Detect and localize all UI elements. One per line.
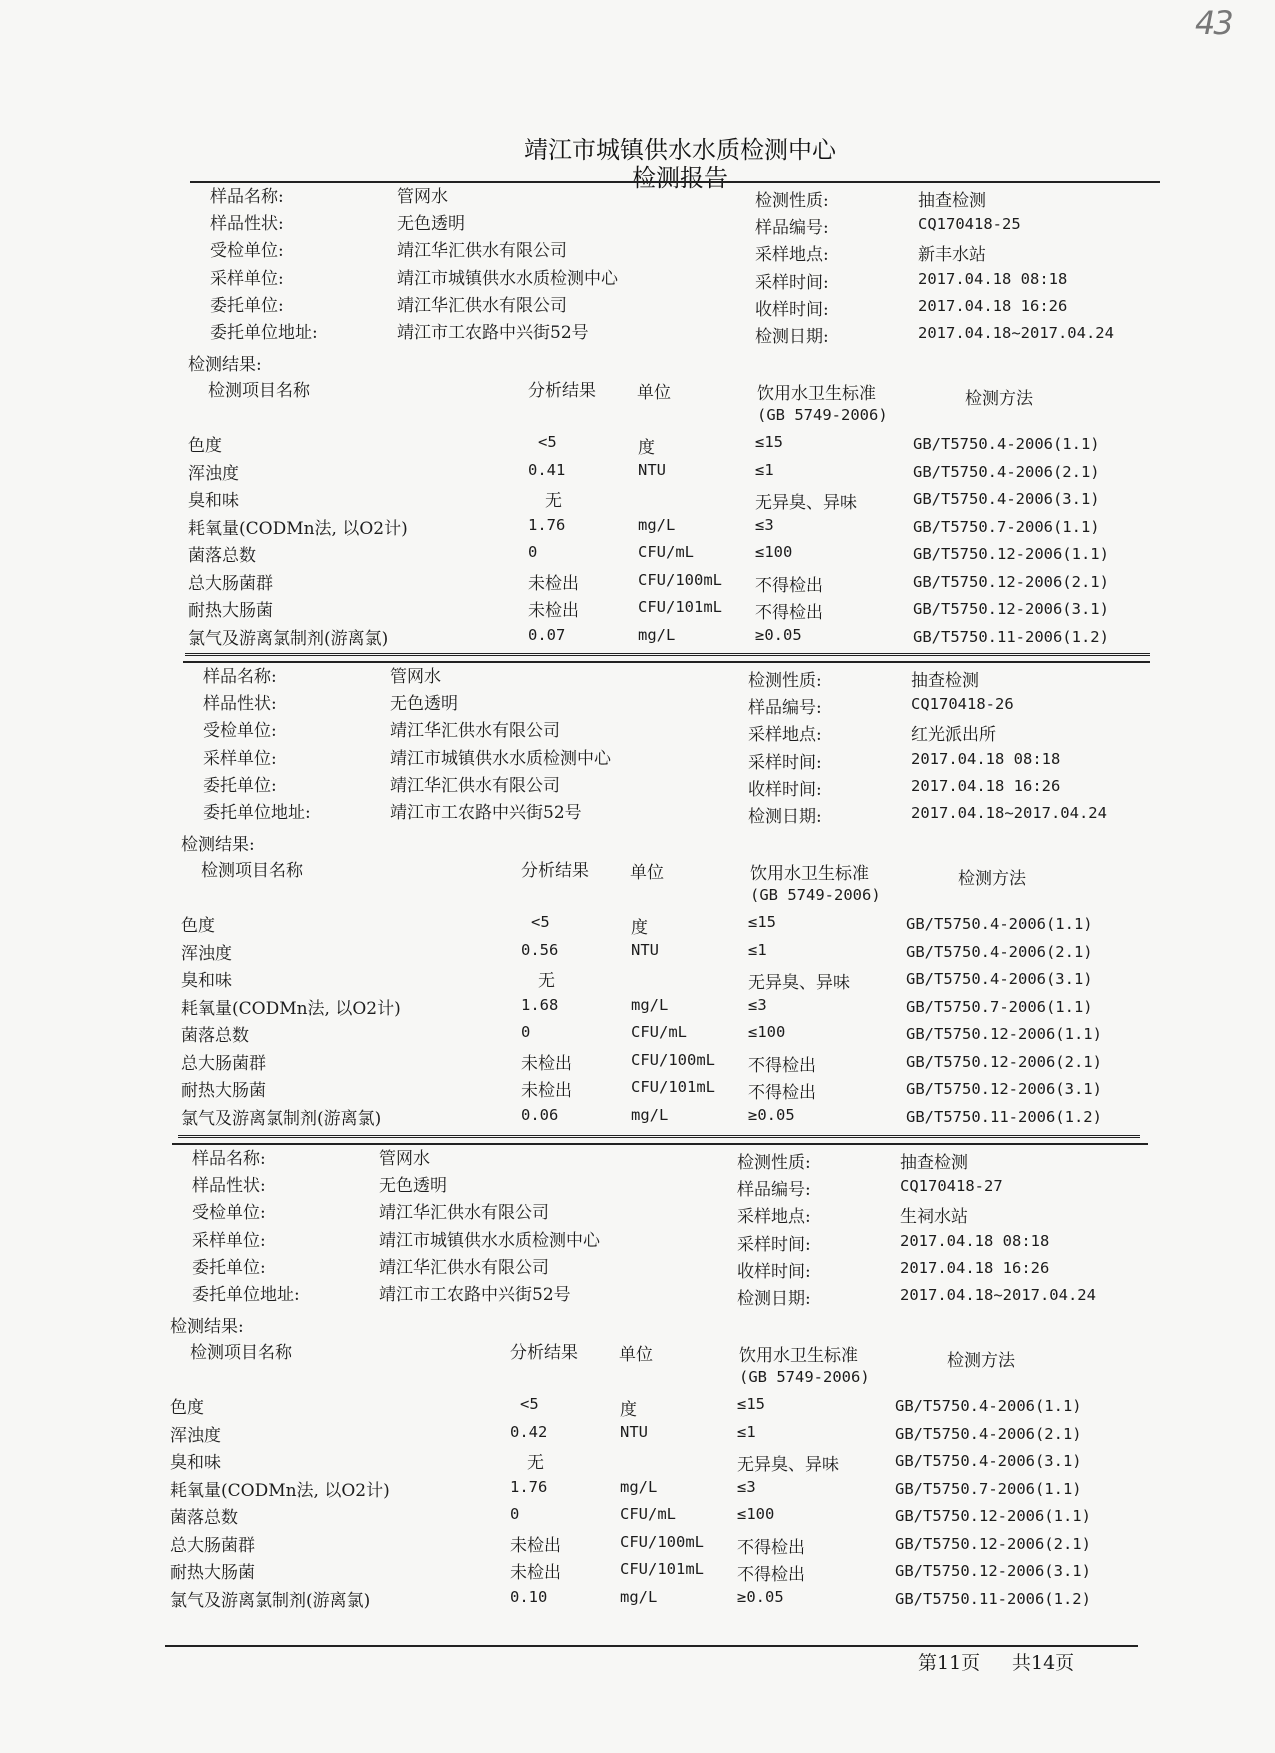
value-client-unit: 靖江华汇供水有限公司 xyxy=(397,295,567,316)
label-inspected-unit: 受检单位: xyxy=(192,1203,266,1224)
col-unit: 单位 xyxy=(630,863,664,883)
label-sampling-unit: 采样单位: xyxy=(203,748,277,769)
value-inspected-unit: 靖江华汇供水有限公司 xyxy=(397,241,567,262)
item-result: 无 xyxy=(527,1453,544,1473)
item-name: 氯气及游离氯制剂(游离氯) xyxy=(181,1108,382,1129)
item-standard: ≤100 xyxy=(755,543,793,561)
value-receive-time: 2017.04.18 16:26 xyxy=(911,776,1061,795)
value-sampling-unit: 靖江市城镇供水水质检测中心 xyxy=(397,268,618,289)
item-method: GB/T5750.4-2006(1.1) xyxy=(913,435,1100,453)
item-standard: ≤1 xyxy=(755,460,774,479)
item-method: GB/T5750.12-2006(2.1) xyxy=(913,572,1109,591)
value-sampling-place: 生祠水站 xyxy=(900,1207,968,1228)
col-result: 分析结果 xyxy=(521,861,589,881)
item-name: 总大肠菌群 xyxy=(181,1053,266,1074)
col-item-name: 检测项目名称 xyxy=(201,861,303,881)
item-unit: mg/L xyxy=(631,1105,669,1124)
col-standard-code: (GB 5749-2006) xyxy=(750,886,881,904)
label-test-nature: 检测性质: xyxy=(748,671,822,691)
handwritten-page-number: 43 xyxy=(1195,4,1232,42)
item-result: 未检出 xyxy=(510,1535,561,1556)
label-client-unit: 委托单位: xyxy=(192,1257,266,1278)
label-sampling-unit: 采样单位: xyxy=(192,1230,266,1251)
item-standard: ≤3 xyxy=(737,1477,756,1496)
item-result: <5 xyxy=(538,433,557,451)
item-method: GB/T5750.4-2006(2.1) xyxy=(906,942,1093,961)
item-result: 未检出 xyxy=(528,601,579,621)
item-result: <5 xyxy=(520,1395,539,1413)
item-unit: 度 xyxy=(638,438,655,458)
item-unit: CFU/101mL xyxy=(620,1560,704,1578)
label-test-nature: 检测性质: xyxy=(737,1153,811,1173)
value-sampling-place: 新丰水站 xyxy=(918,245,986,266)
label-sample-no: 样品编号: xyxy=(755,218,829,239)
col-standard-code: (GB 5749-2006) xyxy=(757,406,888,424)
item-method: GB/T5750.12-2006(1.1) xyxy=(906,1025,1102,1043)
item-name: 耐热大肠菌 xyxy=(170,1563,255,1583)
item-unit: NTU xyxy=(631,940,659,959)
item-result: 1.76 xyxy=(510,1477,548,1496)
item-name: 氯气及游离氯制剂(游离氯) xyxy=(170,1590,371,1611)
value-sampling-time: 2017.04.18 08:18 xyxy=(900,1231,1050,1250)
value-test-date: 2017.04.18~2017.04.24 xyxy=(900,1286,1096,1304)
label-receive-time: 收样时间: xyxy=(737,1261,811,1282)
item-name: 浑浊度 xyxy=(181,943,232,964)
label-sample-name: 样品名称: xyxy=(203,667,277,687)
value-sample-state: 无色透明 xyxy=(379,1176,447,1197)
item-standard: ≤1 xyxy=(748,940,767,959)
item-name: 耗氧量(CODMn法, 以O2计) xyxy=(170,1480,390,1501)
label-test-date: 检测日期: xyxy=(748,807,822,827)
item-name: 氯气及游离氯制剂(游离氯) xyxy=(188,628,389,649)
col-standard-code: (GB 5749-2006) xyxy=(739,1368,870,1386)
label-inspected-unit: 受检单位: xyxy=(203,721,277,742)
item-standard: 无异臭、异味 xyxy=(748,973,850,993)
label-client-address: 委托单位地址: xyxy=(210,323,318,343)
item-method: GB/T5750.11-2006(1.2) xyxy=(906,1107,1102,1126)
item-standard: ≥0.05 xyxy=(755,625,802,644)
item-name: 色度 xyxy=(181,916,215,936)
item-name: 菌落总数 xyxy=(181,1026,249,1046)
label-sample-state: 样品性状: xyxy=(192,1176,266,1197)
col-standard: 饮用水卫生标准 xyxy=(739,1346,858,1366)
item-unit: CFU/100mL xyxy=(631,1050,715,1069)
item-name: 菌落总数 xyxy=(170,1508,238,1528)
item-standard: 不得检出 xyxy=(748,1083,816,1103)
item-standard: ≥0.05 xyxy=(737,1587,784,1606)
label-sample-no: 样品编号: xyxy=(748,698,822,719)
value-sampling-time: 2017.04.18 08:18 xyxy=(911,749,1061,768)
label-test-date: 检测日期: xyxy=(755,327,829,347)
item-standard: ≤1 xyxy=(737,1422,756,1441)
item-standard: 不得检出 xyxy=(737,1565,805,1585)
item-standard: ≤100 xyxy=(748,1023,786,1041)
value-sampling-unit: 靖江市城镇供水水质检测中心 xyxy=(390,748,611,769)
item-name: 耗氧量(CODMn法, 以O2计) xyxy=(188,518,408,539)
item-standard: 无异臭、异味 xyxy=(755,493,857,513)
value-inspected-unit: 靖江华汇供水有限公司 xyxy=(390,721,560,742)
item-standard: ≤3 xyxy=(755,515,774,534)
item-result: 0.07 xyxy=(528,625,566,644)
col-item-name: 检测项目名称 xyxy=(208,381,310,401)
col-result: 分析结果 xyxy=(510,1343,578,1363)
value-sample-name: 管网水 xyxy=(379,1149,430,1169)
value-sample-no: CQ170418-27 xyxy=(900,1177,1003,1196)
label-sampling-unit: 采样单位: xyxy=(210,268,284,289)
item-method: GB/T5750.12-2006(3.1) xyxy=(906,1080,1102,1098)
col-unit: 单位 xyxy=(637,383,671,403)
item-method: GB/T5750.12-2006(3.1) xyxy=(895,1562,1091,1580)
footer-divider xyxy=(165,1645,1138,1647)
item-result: 无 xyxy=(545,491,562,511)
item-name: 耐热大肠菌 xyxy=(181,1081,266,1101)
label-client-address: 委托单位地址: xyxy=(192,1285,300,1305)
item-name: 臭和味 xyxy=(170,1453,221,1473)
value-client-unit: 靖江华汇供水有限公司 xyxy=(379,1257,549,1278)
item-result: 0.56 xyxy=(521,940,559,959)
label-sampling-place: 采样地点: xyxy=(737,1207,811,1228)
page-number: 第11页 xyxy=(918,1652,981,1674)
label-sampling-place: 采样地点: xyxy=(755,245,829,266)
item-standard: ≤15 xyxy=(737,1395,765,1413)
label-sampling-place: 采样地点: xyxy=(748,725,822,746)
item-unit: CFU/mL xyxy=(631,1023,687,1041)
item-name: 色度 xyxy=(170,1398,204,1418)
item-result: 未检出 xyxy=(528,573,579,594)
item-result: 1.68 xyxy=(521,995,559,1014)
value-sample-name: 管网水 xyxy=(390,667,441,687)
label-inspected-unit: 受检单位: xyxy=(210,241,284,262)
item-unit: CFU/100mL xyxy=(620,1532,704,1551)
label-sampling-time: 采样时间: xyxy=(748,752,822,773)
col-item-name: 检测项目名称 xyxy=(190,1343,292,1363)
label-sample-state: 样品性状: xyxy=(210,214,284,235)
value-test-nature: 抽查检测 xyxy=(900,1153,968,1173)
value-sampling-place: 红光派出所 xyxy=(911,725,996,746)
label-client-unit: 委托单位: xyxy=(210,295,284,316)
label-client-unit: 委托单位: xyxy=(203,775,277,796)
item-name: 耗氧量(CODMn法, 以O2计) xyxy=(181,998,401,1019)
item-standard: 无异臭、异味 xyxy=(737,1455,839,1475)
item-method: GB/T5750.12-2006(3.1) xyxy=(913,600,1109,618)
item-name: 浑浊度 xyxy=(188,463,239,484)
item-method: GB/T5750.7-2006(1.1) xyxy=(906,997,1093,1016)
item-method: GB/T5750.4-2006(2.1) xyxy=(895,1424,1082,1443)
item-name: 浑浊度 xyxy=(170,1425,221,1446)
item-standard: ≤15 xyxy=(748,913,776,931)
item-unit: CFU/100mL xyxy=(638,570,722,589)
item-name: 总大肠菌群 xyxy=(188,573,273,594)
item-unit: mg/L xyxy=(638,625,676,644)
item-unit: mg/L xyxy=(620,1587,658,1606)
section-divider xyxy=(183,661,1150,663)
item-result: 0 xyxy=(528,543,538,561)
item-result: 0.42 xyxy=(510,1422,548,1441)
col-unit: 单位 xyxy=(619,1345,653,1365)
item-result: 0.10 xyxy=(510,1587,548,1606)
item-unit: CFU/mL xyxy=(638,543,694,561)
value-sample-no: CQ170418-26 xyxy=(911,695,1014,714)
item-name: 臭和味 xyxy=(188,491,239,511)
value-test-nature: 抽查检测 xyxy=(911,671,979,691)
value-sample-state: 无色透明 xyxy=(390,694,458,715)
item-method: GB/T5750.4-2006(3.1) xyxy=(913,490,1100,508)
label-sample-name: 样品名称: xyxy=(210,187,284,207)
value-sample-name: 管网水 xyxy=(397,187,448,207)
item-unit: CFU/101mL xyxy=(631,1078,715,1096)
value-client-address: 靖江市工农路中兴街52号 xyxy=(397,323,589,343)
section-bottom-rule xyxy=(178,1135,1140,1138)
item-standard: ≤3 xyxy=(748,995,767,1014)
value-receive-time: 2017.04.18 16:26 xyxy=(900,1258,1050,1277)
item-unit: NTU xyxy=(638,460,666,479)
item-method: GB/T5750.12-2006(2.1) xyxy=(895,1534,1091,1553)
item-unit: NTU xyxy=(620,1422,648,1441)
value-test-date: 2017.04.18~2017.04.24 xyxy=(911,804,1107,822)
label-client-address: 委托单位地址: xyxy=(203,803,311,823)
label-test-nature: 检测性质: xyxy=(755,191,829,211)
item-method: GB/T5750.12-2006(2.1) xyxy=(906,1052,1102,1071)
section-divider xyxy=(172,1143,1148,1145)
item-standard: 不得检出 xyxy=(748,1055,816,1076)
item-unit: mg/L xyxy=(620,1477,658,1496)
item-result: 0.06 xyxy=(521,1105,559,1124)
item-result: 未检出 xyxy=(510,1563,561,1583)
item-name: 臭和味 xyxy=(181,971,232,991)
col-method: 检测方法 xyxy=(947,1351,1015,1371)
col-result: 分析结果 xyxy=(528,381,596,401)
item-result: <5 xyxy=(531,913,550,931)
report-org-title: 靖江市城镇供水水质检测中心 xyxy=(524,136,836,164)
value-sampling-time: 2017.04.18 08:18 xyxy=(918,269,1068,288)
value-client-address: 靖江市工农路中兴街52号 xyxy=(379,1285,571,1305)
value-inspected-unit: 靖江华汇供水有限公司 xyxy=(379,1203,549,1224)
col-standard: 饮用水卫生标准 xyxy=(750,864,869,884)
col-method: 检测方法 xyxy=(965,389,1033,409)
section-bottom-rule xyxy=(185,653,1150,656)
label-receive-time: 收样时间: xyxy=(755,299,829,320)
item-standard: 不得检出 xyxy=(755,603,823,623)
item-method: GB/T5750.11-2006(1.2) xyxy=(895,1589,1091,1608)
label-test-date: 检测日期: xyxy=(737,1289,811,1309)
item-result: 0 xyxy=(521,1023,531,1041)
label-results: 检测结果: xyxy=(170,1317,244,1337)
value-receive-time: 2017.04.18 16:26 xyxy=(918,296,1068,315)
item-method: GB/T5750.4-2006(3.1) xyxy=(906,970,1093,988)
label-sampling-time: 采样时间: xyxy=(755,272,829,293)
value-client-address: 靖江市工农路中兴街52号 xyxy=(390,803,582,823)
value-sampling-unit: 靖江市城镇供水水质检测中心 xyxy=(379,1230,600,1251)
label-results: 检测结果: xyxy=(188,355,262,375)
item-result: 未检出 xyxy=(521,1053,572,1074)
item-method: GB/T5750.4-2006(3.1) xyxy=(895,1452,1082,1470)
col-method: 检测方法 xyxy=(958,869,1026,889)
item-method: GB/T5750.4-2006(1.1) xyxy=(906,915,1093,933)
item-method: GB/T5750.4-2006(1.1) xyxy=(895,1397,1082,1415)
page-total: 共14页 xyxy=(1012,1652,1075,1674)
value-test-date: 2017.04.18~2017.04.24 xyxy=(918,324,1114,342)
item-unit: 度 xyxy=(620,1400,637,1420)
item-name: 菌落总数 xyxy=(188,546,256,566)
item-unit: CFU/mL xyxy=(620,1505,676,1523)
item-result: 0.41 xyxy=(528,460,566,479)
item-standard: ≤100 xyxy=(737,1505,775,1523)
value-client-unit: 靖江华汇供水有限公司 xyxy=(390,775,560,796)
item-result: 无 xyxy=(538,971,555,991)
item-method: GB/T5750.12-2006(1.1) xyxy=(913,545,1109,563)
value-sample-no: CQ170418-25 xyxy=(918,215,1021,234)
label-results: 检测结果: xyxy=(181,835,255,855)
item-method: GB/T5750.11-2006(1.2) xyxy=(913,627,1109,646)
item-standard: ≤15 xyxy=(755,433,783,451)
item-unit: CFU/101mL xyxy=(638,598,722,616)
item-standard: 不得检出 xyxy=(755,575,823,596)
item-method: GB/T5750.7-2006(1.1) xyxy=(913,517,1100,536)
label-sampling-time: 采样时间: xyxy=(737,1234,811,1255)
item-name: 耐热大肠菌 xyxy=(188,601,273,621)
item-result: 0 xyxy=(510,1505,520,1523)
col-standard: 饮用水卫生标准 xyxy=(757,384,876,404)
item-standard: ≥0.05 xyxy=(748,1105,795,1124)
item-standard: 不得检出 xyxy=(737,1537,805,1558)
item-method: GB/T5750.12-2006(1.1) xyxy=(895,1507,1091,1525)
label-sample-name: 样品名称: xyxy=(192,1149,266,1169)
item-result: 1.76 xyxy=(528,515,566,534)
item-method: GB/T5750.4-2006(2.1) xyxy=(913,462,1100,481)
item-unit: mg/L xyxy=(638,515,676,534)
label-receive-time: 收样时间: xyxy=(748,779,822,800)
label-sample-no: 样品编号: xyxy=(737,1180,811,1201)
report-title: 检测报告 xyxy=(632,164,728,192)
item-name: 色度 xyxy=(188,436,222,456)
item-unit: mg/L xyxy=(631,995,669,1014)
value-test-nature: 抽查检测 xyxy=(918,191,986,211)
item-unit: 度 xyxy=(631,918,648,938)
value-sample-state: 无色透明 xyxy=(397,214,465,235)
item-name: 总大肠菌群 xyxy=(170,1535,255,1556)
item-result: 未检出 xyxy=(521,1081,572,1101)
item-method: GB/T5750.7-2006(1.1) xyxy=(895,1479,1082,1498)
label-sample-state: 样品性状: xyxy=(203,694,277,715)
